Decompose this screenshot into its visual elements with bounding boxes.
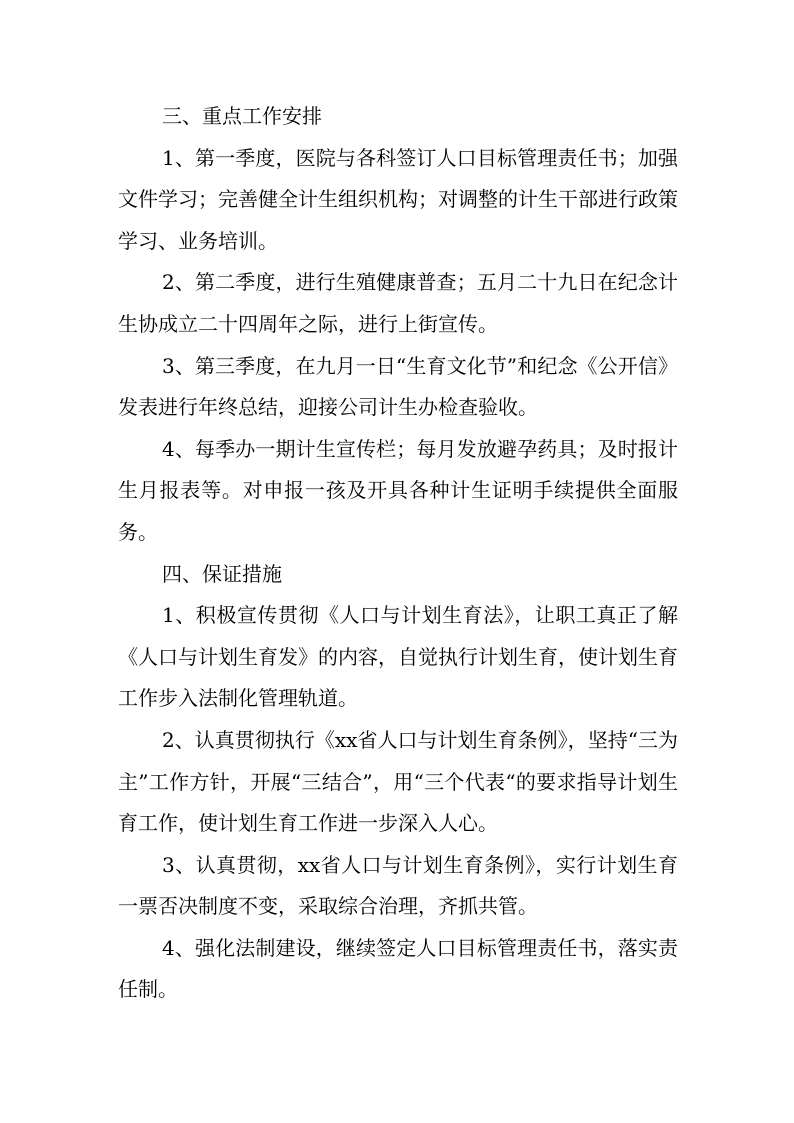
paragraph-q1: 1、第一季度，医院与各科签订人口目标管理责任书；加强文件学习；完善健全计生组织机构；对调整的计生干部进行政策学习、业务培训。 (118, 145, 678, 253)
paragraph-measure-3: 3、认真贯彻，xx省人口与计划生育条例》，实行计划生育一票否决制度不变，采取综合治理，齐抓共管。 (118, 852, 678, 919)
section-heading-measures: 四、保证措施 (162, 561, 282, 586)
paragraph-quarterly-tasks: 4、每季办一期计生宣传栏；每月发放避孕药具；及时报计生月报表等。对申报一孩及开具各种计生证明手续提供全面服务。 (118, 436, 678, 544)
paragraph-q2: 2、第二季度，进行生殖健康普查；五月二十九日在纪念计生协成立二十四周年之际，进行上街宣传。 (118, 270, 678, 336)
document-body (118, 96, 678, 1011)
section-heading-key-work: 三、重点工作安排 (162, 104, 322, 128)
paragraph-measure-4: 4、强化法制建设，继续签定人口目标管理责任书，落实责任制。 (118, 935, 678, 1002)
paragraph-measure-2: 2、认真贯彻执行《xx省人口与计划生育条例》，坚持“三为主”工作方针，开展“三结合”，用“三个代表“的要求指导计划生育工作，使计划生育工作进一步深入人心。 (118, 727, 678, 836)
paragraph-q3: 3、第三季度，在九月一日“生育文化节”和纪念《公开信》发表进行年终总结，迎接公司计生办检查验收。 (118, 353, 678, 420)
paragraph-measure-1: 1、积极宣传贯彻《人口与计划生育法》，让职工真正了解《人口与计划生育发》的内容，自觉执行计划生育，使计划生育工作步入法制化管理轨道。 (118, 603, 678, 711)
